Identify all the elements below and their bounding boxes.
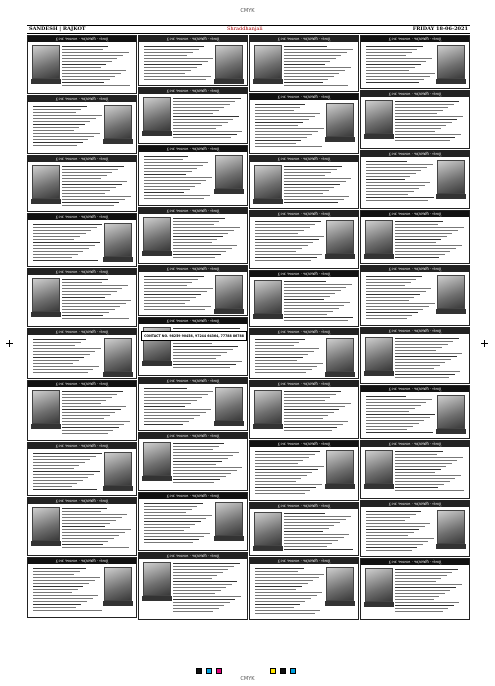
portrait-photo [143,442,171,476]
ad-heading-band: દુઃખદ અવસાન · શ્રદ્ધાંજલિ · બેસણું [139,318,247,324]
obituary-ad [360,150,470,209]
ad-heading-band: દુઃખદ અવસાન · શ્રદ્ધાંજલિ · બેસણું [139,266,247,272]
ad-heading-band: દુઃખદ અવસાન · શ્રદ્ધાંજલિ · બેસણું [361,441,469,447]
ad-body-text [33,106,103,148]
name-caption-bar [142,476,172,481]
ad-heading-band: દુઃખદ અવસાન · શ્રદ્ધાંજલિ · બેસણું [28,498,136,504]
ad-heading-band: દુઃખદ અવસાન · શ્રદ્ધાંજલિ · બેસણું [361,151,469,157]
ad-body-text [255,568,325,616]
ad-body-text [173,563,243,614]
obituary-ad [249,93,359,154]
ad-body-text [33,224,103,263]
portrait-photo [254,390,282,424]
name-caption-bar [364,371,394,376]
obituary-ad [249,502,359,556]
portrait-photo [215,387,243,421]
ad-body-text [255,451,325,496]
name-caption-bar [436,309,466,314]
ad-body-text [144,156,214,201]
ad-heading-band: દુઃખદ અવસાન · શ્રદ્ધાંજલિ · બેસણું [250,271,358,277]
obituary-ad [27,328,137,379]
ad-body-text [395,451,465,493]
ad-heading-band: દુઃખદ અવસાન · શ્રદ્ધાંજલિ · બેસણું [250,441,358,447]
header-right: FRIDAY 18-06-2021 [412,26,468,32]
name-caption-bar [436,194,466,199]
portrait-photo [326,567,354,601]
name-caption-bar [142,361,172,366]
ad-heading-band: દુઃખદ અવસાન · શ્રદ્ધાંજલિ · બેસણું [28,36,136,42]
portrait-photo [215,45,243,79]
ad-body-text [255,339,325,375]
obituary-ad [138,87,248,144]
portrait-photo [437,275,465,309]
portrait-photo [326,450,354,484]
name-caption-bar [103,139,133,144]
portrait-photo [254,165,282,199]
ad-heading-band: દુઃખદ અવસાન · શ્રદ્ધાંજલિ · બેસણું [250,558,358,564]
portrait-photo [254,280,282,314]
ad-body-text [173,218,243,260]
ad-body-text [395,338,465,380]
portrait-photo [326,338,354,372]
name-caption-bar [103,257,133,262]
ad-heading-band: દુઃખદ અવસાન · શ્રદ્ધાંજલિ · બેસણું [28,269,136,275]
obituary-ad [27,380,137,441]
ad-heading-band: દુઃખદ અવસાન · શ્રદ્ધાંજલિ · બેસણું [28,443,136,449]
ad-body-text [366,276,436,321]
name-caption-bar [325,372,355,377]
name-caption-bar [214,189,244,194]
page-header [27,25,470,34]
name-caption-bar [31,312,61,317]
portrait-photo [143,97,171,131]
portrait-photo [365,337,393,371]
obituary-ad [360,210,470,264]
ad-heading-band: દુઃખદ અવસાન · શ્રદ્ધાંજલિ · બેસણું [139,553,247,559]
ad-heading-band: દુઃખદ અવસાન · શ્રદ્ધાંજલિ · બેસણું [28,96,136,102]
portrait-photo [365,100,393,134]
ad-body-text [33,339,103,375]
obituary-grid [27,35,470,661]
ad-body-text [366,161,436,203]
name-caption-bar [214,309,244,314]
obituary-ad [249,155,359,209]
ad-heading-band: દુઃખદ અવસાન · શ્રદ્ધાંજલિ · બેસણું [28,329,136,335]
ad-body-text [144,46,214,82]
name-caption-bar [436,544,466,549]
ad-heading-band: દુઃખદ અવસાન · શ્રદ્ધાંજલિ · બેસણું [361,386,469,392]
ad-heading-band: દુઃખદ અવસાન · શ્રદ્ધાંજલિ · બેસણું [139,36,247,42]
ad-body-text [62,508,132,550]
ad-body-text [62,166,132,208]
name-caption-bar [103,486,133,491]
ad-body-text [366,396,436,435]
obituary-ad [360,500,470,557]
name-caption-bar [364,254,394,259]
ad-body-text [33,453,103,492]
contact-strip: CONTACT NO. 98259 90458, 97244 64364, 77788 86788 [141,331,247,341]
header-left: SANDESH | RAJKOT [29,26,86,32]
ad-body-text [144,503,214,545]
name-caption-bar [436,79,466,84]
ad-body-text [284,46,354,88]
obituary-ad [249,440,359,501]
cmyk-mark-top: CMYK [240,8,255,14]
ad-heading-band: દુઃખદ અવસાન · શ્રદ્ધાંજલિ · બેસણું [250,503,358,509]
name-caption-bar [325,137,355,142]
ad-body-text [284,391,354,433]
portrait-photo [32,278,60,312]
name-caption-bar [214,536,244,541]
ad-heading-band: દુઃખદ અવસાન · શ્રદ્ધાંજલિ · બેસણું [361,36,469,42]
obituary-ad [27,155,137,212]
name-caption-bar [325,601,355,606]
portrait-photo [326,103,354,137]
ad-heading-band: દુઃખદ અવસાન · શ્રદ્ધાંજલિ · બેસણું [250,381,358,387]
obituary-ad [27,442,137,496]
obituary-ad [138,492,248,551]
name-caption-bar [31,79,61,84]
obituary-ad [360,440,470,499]
obituary-ad [138,552,248,620]
obituary-ad [249,328,359,379]
ad-heading-band: દુઃખદ અવસાન · શ્રદ્ધાંજલિ · બેસણું [361,501,469,507]
ad-body-text [144,388,214,427]
name-caption-bar [325,254,355,259]
name-caption-bar [253,424,283,429]
obituary-ad [138,35,248,86]
ad-body-text [33,568,103,613]
name-caption-bar [253,199,283,204]
portrait-photo [104,223,132,257]
color-swatch [216,668,222,674]
ad-body-text [255,221,325,263]
ad-heading-band: દુઃખદ અવસાન · શ્રદ્ધાંજલિ · બેસણું [361,91,469,97]
color-swatch [290,668,296,674]
ad-heading-band: દુઃખદ અવસાન · શ્રદ્ધાંજલિ · બેસણું [250,156,358,162]
name-caption-bar [142,596,172,601]
ad-heading-band: દુઃખદ અવસાન · શ્રદ્ધાંજલિ · બેસણું [28,558,136,564]
portrait-photo [215,155,243,189]
ad-heading-band: દુઃખદ અવસાન · શ્રદ્ધાંજલિ · બેસણું [250,329,358,335]
obituary-ad [27,497,137,556]
ad-heading-band: દુઃખદ અવસાન · શ્રદ્ધાંજલિ · બેસણું [139,88,247,94]
portrait-photo [437,395,465,429]
name-caption-bar [31,424,61,429]
ad-heading-band: દુઃખદ અવસાન · શ્રદ્ધાંજલિ · બેસણું [139,146,247,152]
name-caption-bar [31,541,61,546]
name-caption-bar [364,134,394,139]
obituary-ad [27,213,137,267]
name-caption-bar [436,429,466,434]
ad-body-text [395,569,465,614]
portrait-photo [365,220,393,254]
name-caption-bar [253,79,283,84]
obituary-ad [138,432,248,491]
ad-body-text [366,46,436,85]
obituary-ad [138,377,248,431]
name-caption-bar [214,79,244,84]
color-swatch [280,668,286,674]
ad-body-text [284,281,354,323]
header-center: Shraddhanjali [227,26,263,32]
portrait-photo [215,275,243,309]
portrait-photo [143,562,171,596]
ad-heading-band: દુઃખદ અવસાન · શ્રદ્ધાંજલિ · બેસણું [139,378,247,384]
portrait-photo [143,217,171,251]
name-caption-bar [214,421,244,426]
portrait-photo [32,45,60,79]
obituary-ad [249,380,359,439]
registration-mark-right [481,340,488,347]
obituary-ad [360,265,470,326]
obituary-ad [360,558,470,620]
obituary-ad [27,557,137,618]
ad-body-text [62,391,132,436]
name-caption-bar [103,372,133,377]
ad-body-text [62,46,132,88]
portrait-photo [326,220,354,254]
obituary-ad [249,210,359,269]
obituary-ad [360,90,470,149]
name-caption-bar [103,601,133,606]
name-caption-bar [325,484,355,489]
portrait-photo [32,507,60,541]
ad-heading-band: દુઃખદ અવસાન · શ્રદ્ધાંજલિ · બેસણું [361,328,469,334]
portrait-photo [104,567,132,601]
ad-heading-band: દુઃખદ અવસાન · શ્રદ્ધાંજલિ · બેસણું [139,208,247,214]
color-swatch [270,668,276,674]
ad-heading-band: દુઃખદ અવસાન · શ્રદ્ધાંજલિ · બેસણું [139,433,247,439]
ad-heading-band: દુઃખદ અવસાન · શ્રદ્ધાંજલિ · બેસણું [28,156,136,162]
ad-body-text [255,104,325,149]
name-caption-bar [364,602,394,607]
color-swatch-bar [0,668,495,674]
obituary-ad [249,557,359,620]
ad-body-text [395,101,465,143]
ad-heading-band: દુઃખદ અવસાન · શ્રદ્ધાંજલિ · બેસણું [250,94,358,100]
color-swatch [196,668,202,674]
color-swatch [206,668,212,674]
ad-heading-band: દુઃખદ અવસાન · શ્રદ્ધાંજલિ · બેસણું [361,211,469,217]
name-caption-bar [142,131,172,136]
name-caption-bar [142,251,172,256]
portrait-photo [104,338,132,372]
ad-heading-band: દુઃખદ અવસાન · શ્રદ્ધાંજલિ · બેસણું [28,214,136,220]
name-caption-bar [253,546,283,551]
portrait-photo [104,452,132,486]
obituary-ad [360,385,470,439]
portrait-photo [437,510,465,544]
ad-heading-band: દુઃખદ અવસાન · શ્રદ્ધાંજલિ · બેસણું [361,559,469,565]
portrait-photo [254,512,282,546]
obituary-ad [249,35,359,92]
ad-body-text [395,221,465,260]
obituary-ad [360,35,470,89]
name-caption-bar [364,484,394,489]
ad-heading-band: દુઃખદ અવસાન · શ્રદ્ધાંજલિ · બેસણું [28,381,136,387]
obituary-ad [27,95,137,154]
obituary-ad [138,265,248,316]
ad-heading-band: દુઃખદ અવસાન · શ્રદ્ધાંજલિ · બેસણું [250,36,358,42]
obituary-ad [27,35,137,94]
portrait-photo [365,568,393,602]
name-caption-bar [253,314,283,319]
portrait-photo [215,502,243,536]
ad-body-text [144,276,214,312]
registration-mark-left [6,340,13,347]
obituary-ad [138,207,248,264]
ad-heading-band: દુઃખદ અવસાન · શ્રદ્ધાંજલિ · બેસણું [250,211,358,217]
ad-body-text [366,511,436,553]
ad-body-text [62,279,132,321]
obituary-ad [138,145,248,206]
portrait-photo [32,390,60,424]
obituary-ad [360,327,470,384]
ad-heading-band: દુઃખદ અવસાન · શ્રદ્ધાંજલિ · બેસણું [139,493,247,499]
portrait-photo [365,450,393,484]
obituary-ad [138,317,248,376]
cmyk-mark-bottom: CMYK [240,676,255,682]
portrait-photo [437,45,465,79]
ad-heading-band: દુઃખદ અવસાન · શ્રદ્ધાંજલિ · બેસણું [361,266,469,272]
ad-body-text [173,98,243,140]
obituary-ad [249,270,359,327]
portrait-photo [104,105,132,139]
obituary-ad [27,268,137,327]
portrait-photo [437,160,465,194]
name-caption-bar [31,199,61,204]
ad-body-text [284,513,354,552]
portrait-photo [254,45,282,79]
ad-body-text [173,443,243,485]
portrait-photo [32,165,60,199]
ad-body-text [284,166,354,205]
